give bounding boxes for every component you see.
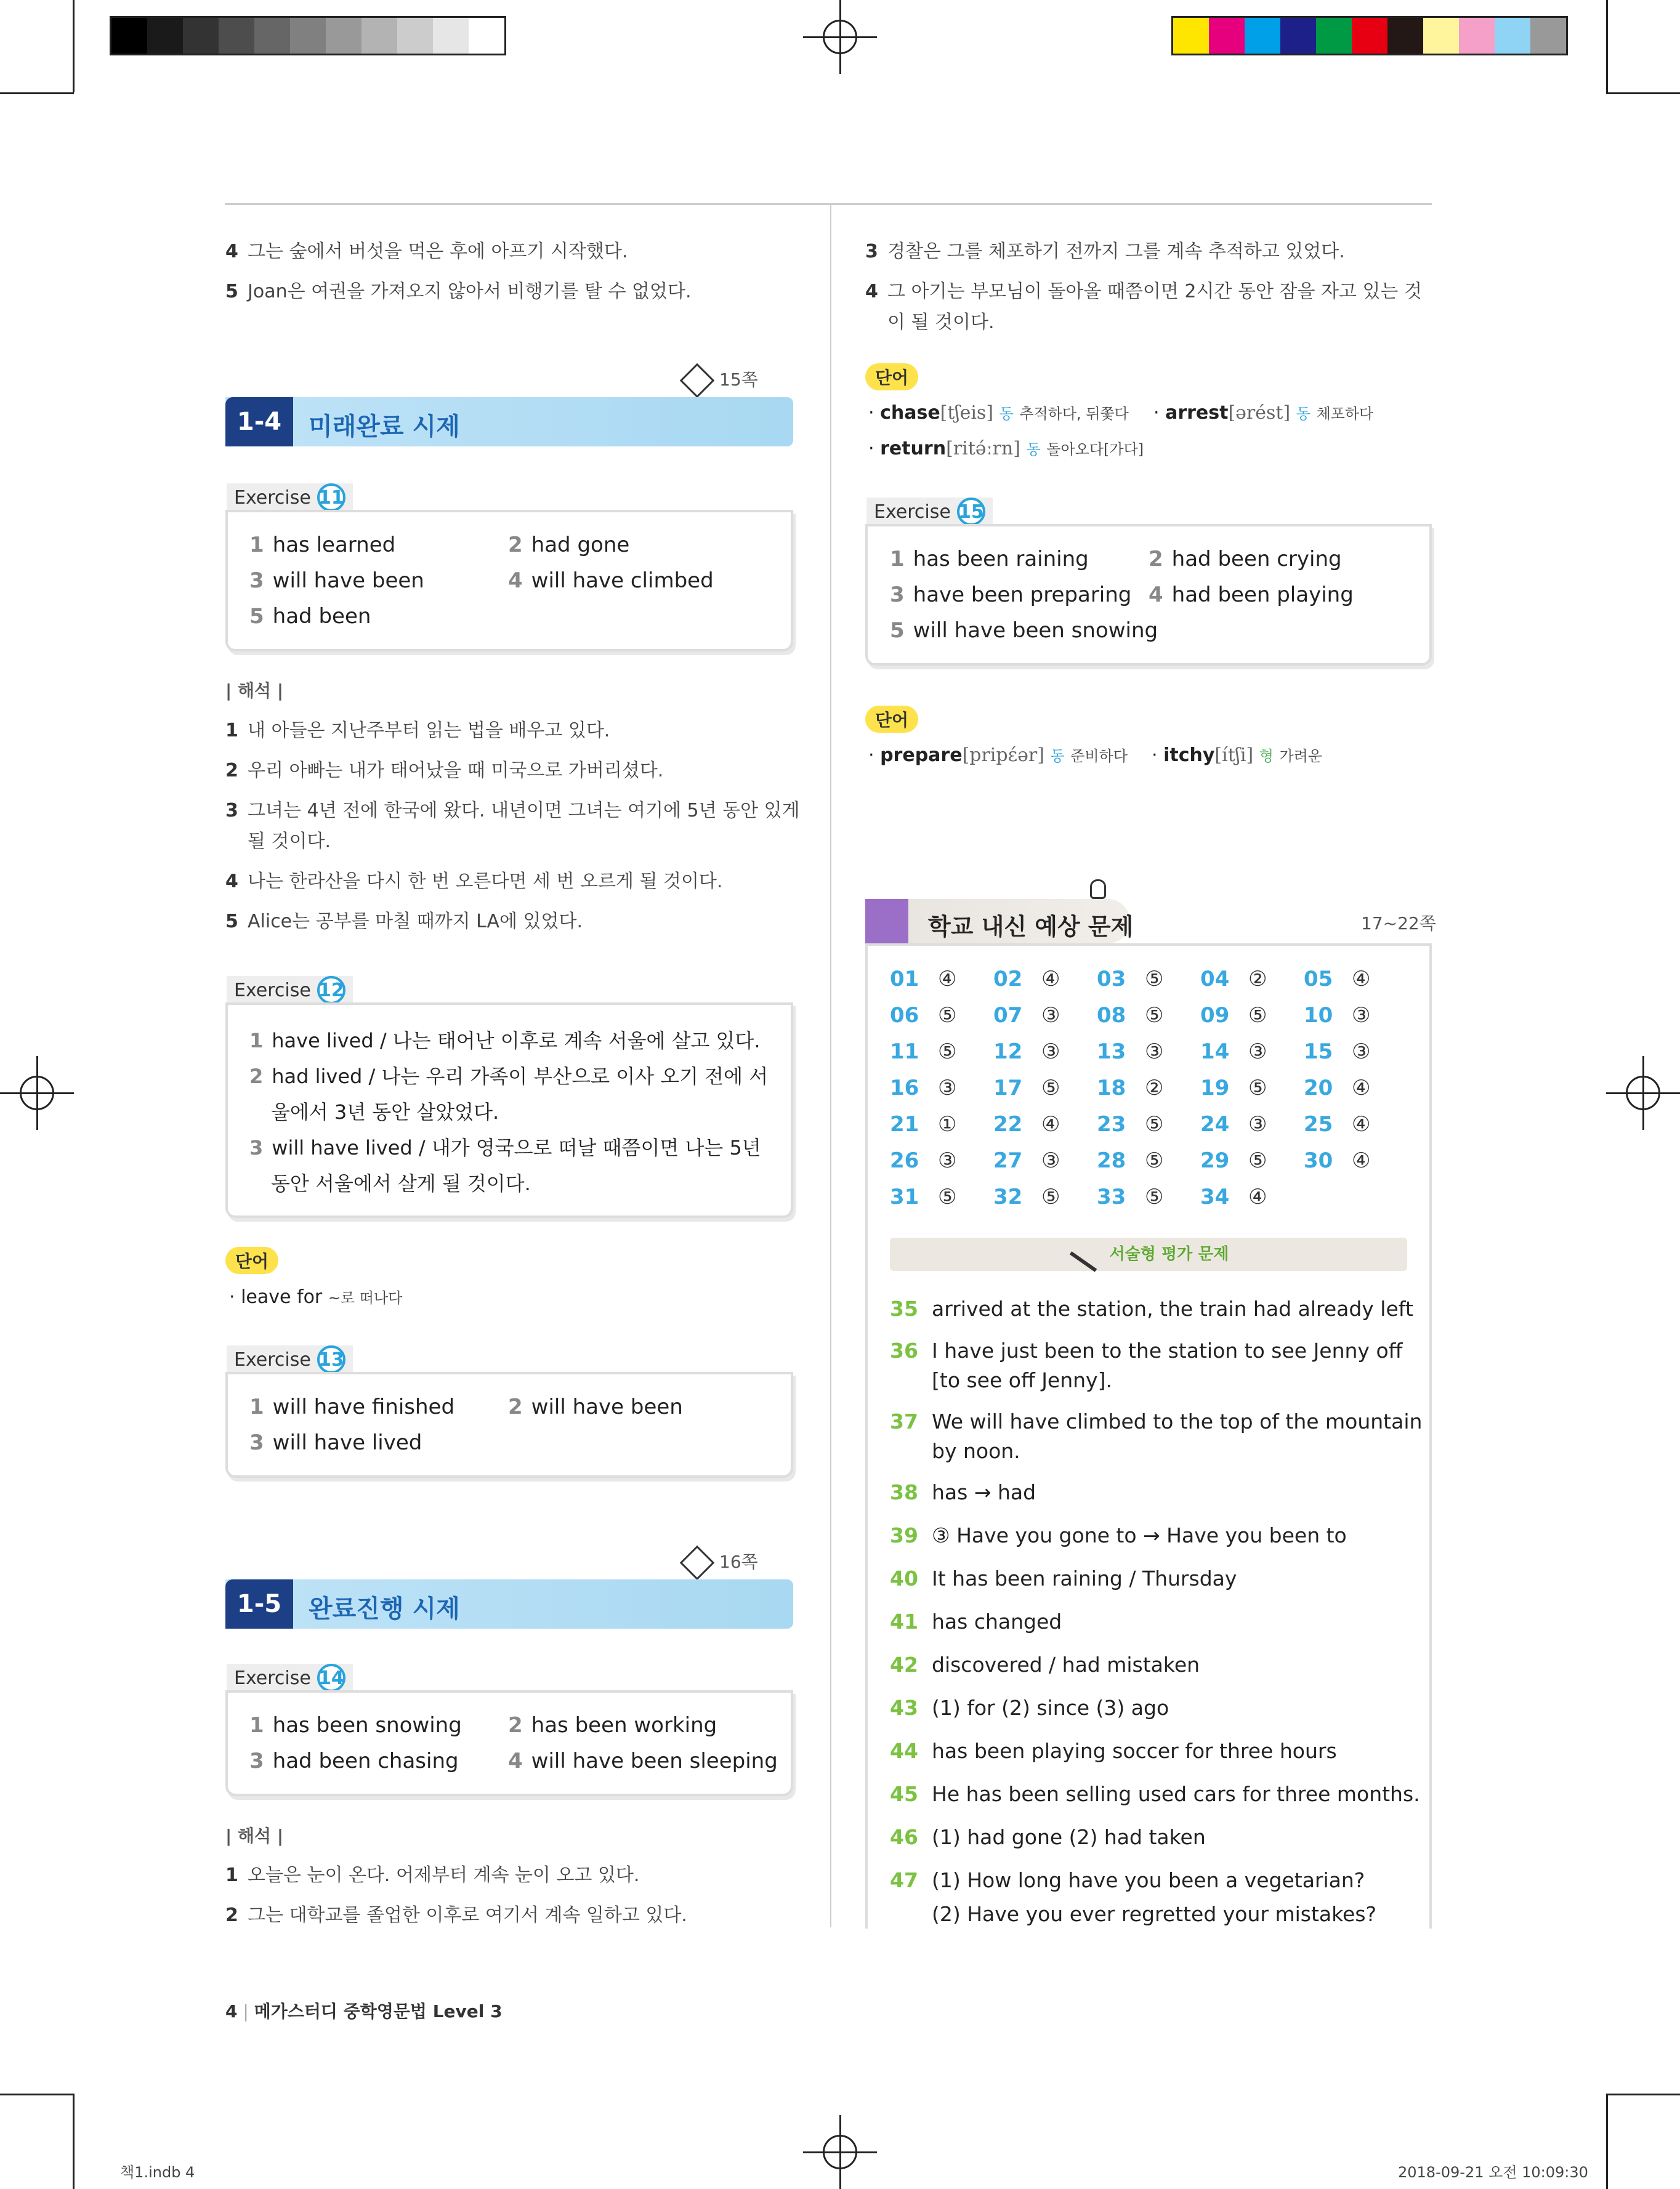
crop-mark bbox=[73, 2094, 75, 2189]
essay-question-number: 38 bbox=[890, 1480, 918, 1504]
mc-question-number: 01 bbox=[890, 967, 919, 991]
essay-answer bbox=[890, 1521, 1431, 1550]
mc-question-number: 04 bbox=[1200, 967, 1230, 991]
essay-answer-text: We will have climbed to the top of the mountain by noon. bbox=[932, 1409, 1423, 1463]
mc-choice: ④ bbox=[1248, 1185, 1267, 1209]
vocab-item: · prepare[pripέər] 동 준비하다 bbox=[868, 744, 1128, 766]
mc-choice: ① bbox=[938, 1112, 957, 1137]
mc-choice: ② bbox=[1248, 967, 1267, 991]
mc-answer bbox=[1097, 1112, 1163, 1137]
mc-choice: ⑤ bbox=[1145, 1185, 1164, 1209]
exercise-13-box bbox=[225, 1372, 793, 1478]
mc-choice: ② bbox=[1145, 1076, 1164, 1100]
answer-item: 2 will have been bbox=[508, 1395, 683, 1419]
answer-item: 3 have been preparing bbox=[890, 583, 1132, 607]
mc-choice: ③ bbox=[1352, 1003, 1371, 1028]
mc-choice: ⑤ bbox=[1041, 1076, 1060, 1100]
pencil-icon bbox=[1070, 1251, 1097, 1272]
right-top-item: 4 그 아기는 부모님이 돌아올 때쯤이면 2시간 동안 잠을 자고 있는 것 bbox=[865, 281, 1422, 302]
essay-answer-text: discovered / had mistaken bbox=[932, 1653, 1200, 1677]
essay-answer-text: (1) had gone (2) had taken bbox=[932, 1825, 1206, 1849]
translation-heading: | 해석 | bbox=[225, 680, 284, 701]
mc-choice: ③ bbox=[1248, 1112, 1267, 1137]
essay-answer-text: has → had bbox=[932, 1480, 1036, 1504]
mc-question-number: 03 bbox=[1097, 967, 1126, 991]
exercise-label: Exercise 11 bbox=[227, 483, 353, 512]
mc-answer bbox=[1097, 1003, 1163, 1028]
mc-question-number: 10 bbox=[1304, 1003, 1333, 1028]
essay-question-number: 42 bbox=[890, 1653, 918, 1677]
mc-answer bbox=[993, 1003, 1060, 1028]
answer-item: 동안 서울에서 살게 될 것이다. bbox=[271, 1172, 531, 1195]
mc-question-number: 25 bbox=[1304, 1112, 1333, 1137]
essay-question-number: 45 bbox=[890, 1782, 918, 1806]
answer-item: 1 has been raining bbox=[890, 547, 1089, 571]
exercise-14-box bbox=[225, 1690, 793, 1796]
exercise-label: Exercise 12 bbox=[227, 976, 353, 1004]
answer-item: 2 had been crying bbox=[1149, 547, 1342, 571]
crop-mark bbox=[1606, 92, 1680, 94]
mc-answer bbox=[1200, 1076, 1267, 1100]
mc-choice: ⑤ bbox=[1145, 1112, 1164, 1137]
mc-choice: ③ bbox=[1145, 1039, 1164, 1064]
crop-mark bbox=[0, 2094, 74, 2095]
mc-question-number: 33 bbox=[1097, 1185, 1126, 1209]
mc-choice: ⑤ bbox=[938, 1039, 957, 1064]
mc-answer bbox=[890, 1003, 956, 1028]
essay-answer bbox=[890, 1650, 1431, 1680]
answer-item: 4 had been playing bbox=[1149, 583, 1354, 607]
mc-question-number: 14 bbox=[1200, 1039, 1230, 1064]
answer-item: 2 had gone bbox=[508, 533, 630, 557]
mc-question-number: 23 bbox=[1097, 1112, 1126, 1137]
answer-item: 울에서 3년 동안 살았었다. bbox=[271, 1100, 499, 1124]
mc-choice: ③ bbox=[938, 1148, 957, 1173]
mc-choice: ④ bbox=[1352, 967, 1371, 991]
mc-answer bbox=[993, 1039, 1060, 1064]
mc-answer bbox=[1304, 1003, 1370, 1028]
translation-item: 될 것이다. bbox=[248, 831, 331, 852]
essay-answer bbox=[890, 1607, 1431, 1637]
essay-answer bbox=[890, 1693, 1431, 1723]
pencil-icon bbox=[680, 1546, 715, 1581]
mc-answer bbox=[1304, 1148, 1370, 1173]
essay-question-number: 41 bbox=[890, 1610, 918, 1634]
mc-answer bbox=[1200, 1185, 1267, 1209]
answer-item: 3 will have lived bbox=[249, 1430, 422, 1455]
essay-question-number: 35 bbox=[890, 1297, 918, 1321]
mc-answer bbox=[1304, 1112, 1370, 1137]
mc-choice: ③ bbox=[1041, 1039, 1060, 1064]
mc-answer bbox=[1200, 1003, 1267, 1028]
section-tag: 1-4 bbox=[225, 397, 293, 446]
essay-answer bbox=[890, 1900, 1431, 1929]
mc-question-number: 05 bbox=[1304, 967, 1333, 991]
answer-item: 5 will have been snowing bbox=[890, 618, 1158, 643]
mc-question-number: 24 bbox=[1200, 1112, 1230, 1137]
mc-answer bbox=[890, 1039, 956, 1064]
page-footer: 4 | 메가스터디 중학영문법 Level 3 bbox=[225, 2001, 503, 2022]
translation-item: 1 오늘은 눈이 온다. 어제부터 계속 눈이 오고 있다. bbox=[225, 1864, 640, 1886]
mc-choice: ④ bbox=[1352, 1076, 1371, 1100]
answer-item: 4 will have climbed bbox=[508, 568, 714, 593]
mc-question-number: 21 bbox=[890, 1112, 919, 1137]
vocab-badge: 단어 bbox=[225, 1247, 278, 1274]
registration-mark bbox=[803, 0, 877, 74]
header-rule bbox=[225, 203, 1432, 205]
essay-answer-text: has changed bbox=[932, 1610, 1062, 1634]
mc-choice: ⑤ bbox=[938, 1003, 957, 1028]
mc-question-number: 12 bbox=[993, 1039, 1023, 1064]
mc-answer bbox=[1200, 1039, 1267, 1064]
section-title: 완료진행 시제 bbox=[309, 1595, 460, 1623]
left-top-item: 4 그는 숲에서 버섯을 먹은 후에 아프기 시작했다. bbox=[225, 241, 628, 262]
mc-question-number: 16 bbox=[890, 1076, 919, 1100]
mc-question-number: 13 bbox=[1097, 1039, 1126, 1064]
essay-answer bbox=[890, 1736, 1431, 1766]
essay-answer-text: (2) Have you ever regretted your mistakes? bbox=[932, 1902, 1377, 1926]
essay-answer bbox=[890, 1407, 1431, 1466]
vocab-item: · return[ritə́ːrn] 동 돌아오다[가다] bbox=[868, 438, 1144, 459]
registration-mark bbox=[803, 2115, 877, 2189]
mc-answer bbox=[890, 1185, 956, 1209]
vocab-badge: 단어 bbox=[865, 706, 918, 733]
answer-item: 1 has been snowing bbox=[249, 1713, 462, 1738]
mc-question-number: 28 bbox=[1097, 1148, 1126, 1173]
essay-answer-text: He has been selling used cars for three months. bbox=[932, 1782, 1420, 1806]
registration-mark bbox=[1606, 1056, 1680, 1130]
answer-item: 3 will have been bbox=[249, 568, 424, 593]
color-calibration-bar bbox=[1171, 16, 1568, 55]
mc-question-number: 31 bbox=[890, 1185, 919, 1209]
translation-item: 4 나는 한라산을 다시 한 번 오른다면 세 번 오르게 될 것이다. bbox=[225, 871, 723, 892]
exercise-number-badge: 14 bbox=[317, 1664, 345, 1692]
exercise-label: Exercise 15 bbox=[866, 498, 993, 526]
answer-item: 4 will have been sleeping bbox=[508, 1749, 778, 1773]
mc-answer bbox=[1097, 967, 1163, 991]
exercise-number-badge: 12 bbox=[317, 976, 345, 1004]
mc-answer bbox=[890, 967, 956, 991]
mc-choice: ③ bbox=[1352, 1039, 1371, 1064]
mc-choice: ④ bbox=[1352, 1148, 1371, 1173]
page-reference: 15쪽 bbox=[685, 366, 758, 393]
essay-answer bbox=[890, 1336, 1431, 1395]
mc-choice: ⑤ bbox=[1041, 1185, 1060, 1209]
mc-choice: ⑤ bbox=[1145, 1148, 1164, 1173]
exercise-number-badge: 13 bbox=[317, 1345, 345, 1374]
mc-question-number: 17 bbox=[993, 1076, 1023, 1100]
page-number: 4 bbox=[225, 2001, 238, 2022]
book-title: 메가스터디 중학영문법 Level 3 bbox=[254, 2001, 503, 2022]
section-header-1-4 bbox=[225, 397, 793, 446]
mc-question-number: 07 bbox=[993, 1003, 1023, 1028]
translation-heading: | 해석 | bbox=[225, 1826, 284, 1846]
mc-answer bbox=[890, 1076, 956, 1100]
essay-answer bbox=[890, 1866, 1431, 1895]
answer-item: 3 will have lived / 내가 영국으로 떠날 때쯤이면 나는 5년 bbox=[249, 1136, 761, 1159]
mc-answer bbox=[1097, 1185, 1163, 1209]
mc-choice: ③ bbox=[1041, 1003, 1060, 1028]
essay-question-number: 39 bbox=[890, 1523, 918, 1547]
mc-answer bbox=[1097, 1076, 1163, 1100]
mc-question-number: 02 bbox=[993, 967, 1023, 991]
essay-answer-text: ③ Have you gone to → Have you been to bbox=[932, 1523, 1347, 1547]
vocab-item: · arrest[ərést] 동 체포하다 bbox=[1153, 402, 1374, 424]
mc-choice: ⑤ bbox=[1248, 1148, 1267, 1173]
quiz-pages: 17~22쪽 bbox=[1361, 913, 1436, 933]
mc-choice: ⑤ bbox=[1145, 1003, 1164, 1028]
pencil-icon bbox=[680, 363, 715, 398]
mc-choice: ⑤ bbox=[1248, 1003, 1267, 1028]
left-top-item: 5 Joan은 여권을 가져오지 않아서 비행기를 탈 수 없었다. bbox=[225, 281, 692, 302]
mc-answer bbox=[1304, 967, 1370, 991]
vocab-badge: 단어 bbox=[865, 363, 918, 390]
translation-item: 3 그녀는 4년 전에 한국에 왔다. 내년이면 그녀는 여기에 5년 동안 있게 bbox=[225, 800, 800, 821]
essay-answer bbox=[890, 1294, 1431, 1324]
essay-subheader bbox=[890, 1238, 1407, 1271]
translation-item: 2 우리 아빠는 내가 태어났을 때 미국으로 가버리셨다. bbox=[225, 760, 664, 781]
mc-answer bbox=[993, 1148, 1060, 1173]
mc-question-number: 09 bbox=[1200, 1003, 1230, 1028]
essay-question-number: 37 bbox=[890, 1409, 918, 1433]
grayscale-calibration-bar bbox=[110, 16, 506, 55]
section-header-1-5 bbox=[225, 1579, 793, 1629]
answer-item: 1 have lived / 나는 태어난 이후로 계속 서울에 살고 있다. bbox=[249, 1029, 761, 1052]
right-top-item: 이 될 것이다. bbox=[887, 312, 995, 333]
translation-item: 1 내 아들은 지난주부터 읽는 법을 배우고 있다. bbox=[225, 720, 610, 741]
mc-choice: ③ bbox=[938, 1076, 957, 1100]
answer-item: 2 had lived / 나는 우리 가족이 부산으로 이사 오기 전에 서 bbox=[249, 1065, 769, 1088]
crop-mark bbox=[1606, 2094, 1608, 2189]
mc-question-number: 26 bbox=[890, 1148, 919, 1173]
exercise-label: Exercise 14 bbox=[227, 1664, 353, 1692]
column-divider bbox=[830, 203, 831, 1927]
crop-mark bbox=[73, 0, 75, 92]
essay-answer bbox=[890, 1478, 1431, 1507]
essay-answer bbox=[890, 1564, 1431, 1594]
mc-question-number: 18 bbox=[1097, 1076, 1126, 1100]
file-slug: 책1.indb 4 bbox=[120, 2164, 195, 2181]
mc-choice: ⑤ bbox=[1145, 967, 1164, 991]
exercise-label: Exercise 13 bbox=[227, 1345, 353, 1374]
section-tag: 1-5 bbox=[225, 1579, 293, 1629]
essay-question-number: 47 bbox=[890, 1868, 918, 1892]
translation-item: 5 Alice는 공부를 마칠 때까지 LA에 있었다. bbox=[225, 911, 583, 932]
crop-mark bbox=[1606, 0, 1608, 92]
mc-answer bbox=[1200, 967, 1267, 991]
mc-question-number: 32 bbox=[993, 1185, 1023, 1209]
mc-answer bbox=[1097, 1039, 1163, 1064]
mc-question-number: 08 bbox=[1097, 1003, 1126, 1028]
mc-question-number: 27 bbox=[993, 1148, 1023, 1173]
mc-choice: ③ bbox=[1248, 1039, 1267, 1064]
owl-icon bbox=[1090, 879, 1106, 899]
mc-answer bbox=[1097, 1148, 1163, 1173]
translation-item: 2 그는 대학교를 졸업한 이후로 여기서 계속 일하고 있다. bbox=[225, 1905, 687, 1926]
mc-choice: ⑤ bbox=[938, 1185, 957, 1209]
mc-question-number: 06 bbox=[890, 1003, 919, 1028]
vocab-item: · itchy[ítʃi] 형 가려운 bbox=[1152, 744, 1323, 766]
page-reference: 16쪽 bbox=[685, 1549, 758, 1575]
essay-answer-text: (1) for (2) since (3) ago bbox=[932, 1696, 1169, 1720]
mc-answer bbox=[993, 1076, 1060, 1100]
quiz-title: 학교 내신 예상 문제 bbox=[928, 913, 1134, 940]
answer-item: 2 has been working bbox=[508, 1713, 717, 1738]
essay-answer-text: arrived at the station, the train had already left bbox=[932, 1297, 1413, 1321]
mc-question-number: 11 bbox=[890, 1039, 919, 1064]
mc-question-number: 19 bbox=[1200, 1076, 1230, 1100]
crop-mark bbox=[0, 92, 74, 94]
essay-question-number: 46 bbox=[890, 1825, 918, 1849]
section-title: 미래완료 시제 bbox=[309, 413, 460, 441]
right-top-item: 3 경찰은 그를 체포하기 전까지 그를 계속 추적하고 있었다. bbox=[865, 241, 1345, 262]
mc-choice: ④ bbox=[1041, 967, 1060, 991]
crop-mark bbox=[1606, 2094, 1680, 2095]
exercise-number-badge: 15 bbox=[957, 498, 985, 526]
date-slug: 2018-09-21 오전 10:09:30 bbox=[1398, 2164, 1588, 2181]
mc-choice: ④ bbox=[938, 967, 957, 991]
mc-question-number: 34 bbox=[1200, 1185, 1230, 1209]
vocab-item: · chase[tʃeis] 동 추적하다, 뒤쫓다 bbox=[868, 402, 1129, 424]
mc-choice: ⑤ bbox=[1248, 1076, 1267, 1100]
mc-question-number: 15 bbox=[1304, 1039, 1333, 1064]
essay-question-number: 36 bbox=[890, 1339, 918, 1363]
essay-question-number: 43 bbox=[890, 1696, 918, 1720]
essay-question-number: 44 bbox=[890, 1739, 918, 1763]
vocab-item: · leave for ~로 떠나다 bbox=[229, 1286, 403, 1308]
answer-item: 5 had been bbox=[249, 604, 371, 629]
mc-question-number: 20 bbox=[1304, 1076, 1333, 1100]
answer-item: 1 will have finished bbox=[249, 1395, 455, 1419]
mc-question-number: 29 bbox=[1200, 1148, 1230, 1173]
essay-question-number: 40 bbox=[890, 1566, 918, 1590]
essay-answer-text: I have just been to the station to see Jenny off [to see off Jenny]. bbox=[932, 1339, 1403, 1392]
mc-answer bbox=[890, 1148, 956, 1173]
mc-answer bbox=[1200, 1112, 1267, 1137]
mc-answer bbox=[993, 1112, 1060, 1137]
mc-question-number: 22 bbox=[993, 1112, 1023, 1137]
mc-choice: ④ bbox=[1352, 1112, 1371, 1137]
essay-answer bbox=[890, 1780, 1431, 1809]
mc-choice: ④ bbox=[1041, 1112, 1060, 1137]
mc-answer bbox=[1304, 1039, 1370, 1064]
essay-subtitle: 서술형 평가 문제 bbox=[1109, 1245, 1229, 1264]
answer-item: 3 had been chasing bbox=[249, 1749, 459, 1773]
mc-question-number: 30 bbox=[1304, 1148, 1333, 1173]
mc-answer bbox=[993, 1185, 1060, 1209]
essay-answer-text: (1) How long have you been a vegetarian? bbox=[932, 1868, 1365, 1892]
essay-answer-text: It has been raining / Thursday bbox=[932, 1566, 1237, 1590]
mc-choice: ③ bbox=[1041, 1148, 1060, 1173]
exercise-number-badge: 11 bbox=[317, 483, 345, 512]
mc-answer bbox=[1200, 1148, 1267, 1173]
mc-answer bbox=[890, 1112, 956, 1137]
mc-answer bbox=[993, 967, 1060, 991]
quiz-header bbox=[865, 899, 1134, 943]
essay-answer-text: has been playing soccer for three hours bbox=[932, 1739, 1337, 1763]
registration-mark bbox=[0, 1056, 74, 1130]
essay-answer bbox=[890, 1823, 1431, 1852]
mc-answer bbox=[1304, 1076, 1370, 1100]
answer-item: 1 has learned bbox=[249, 533, 396, 557]
